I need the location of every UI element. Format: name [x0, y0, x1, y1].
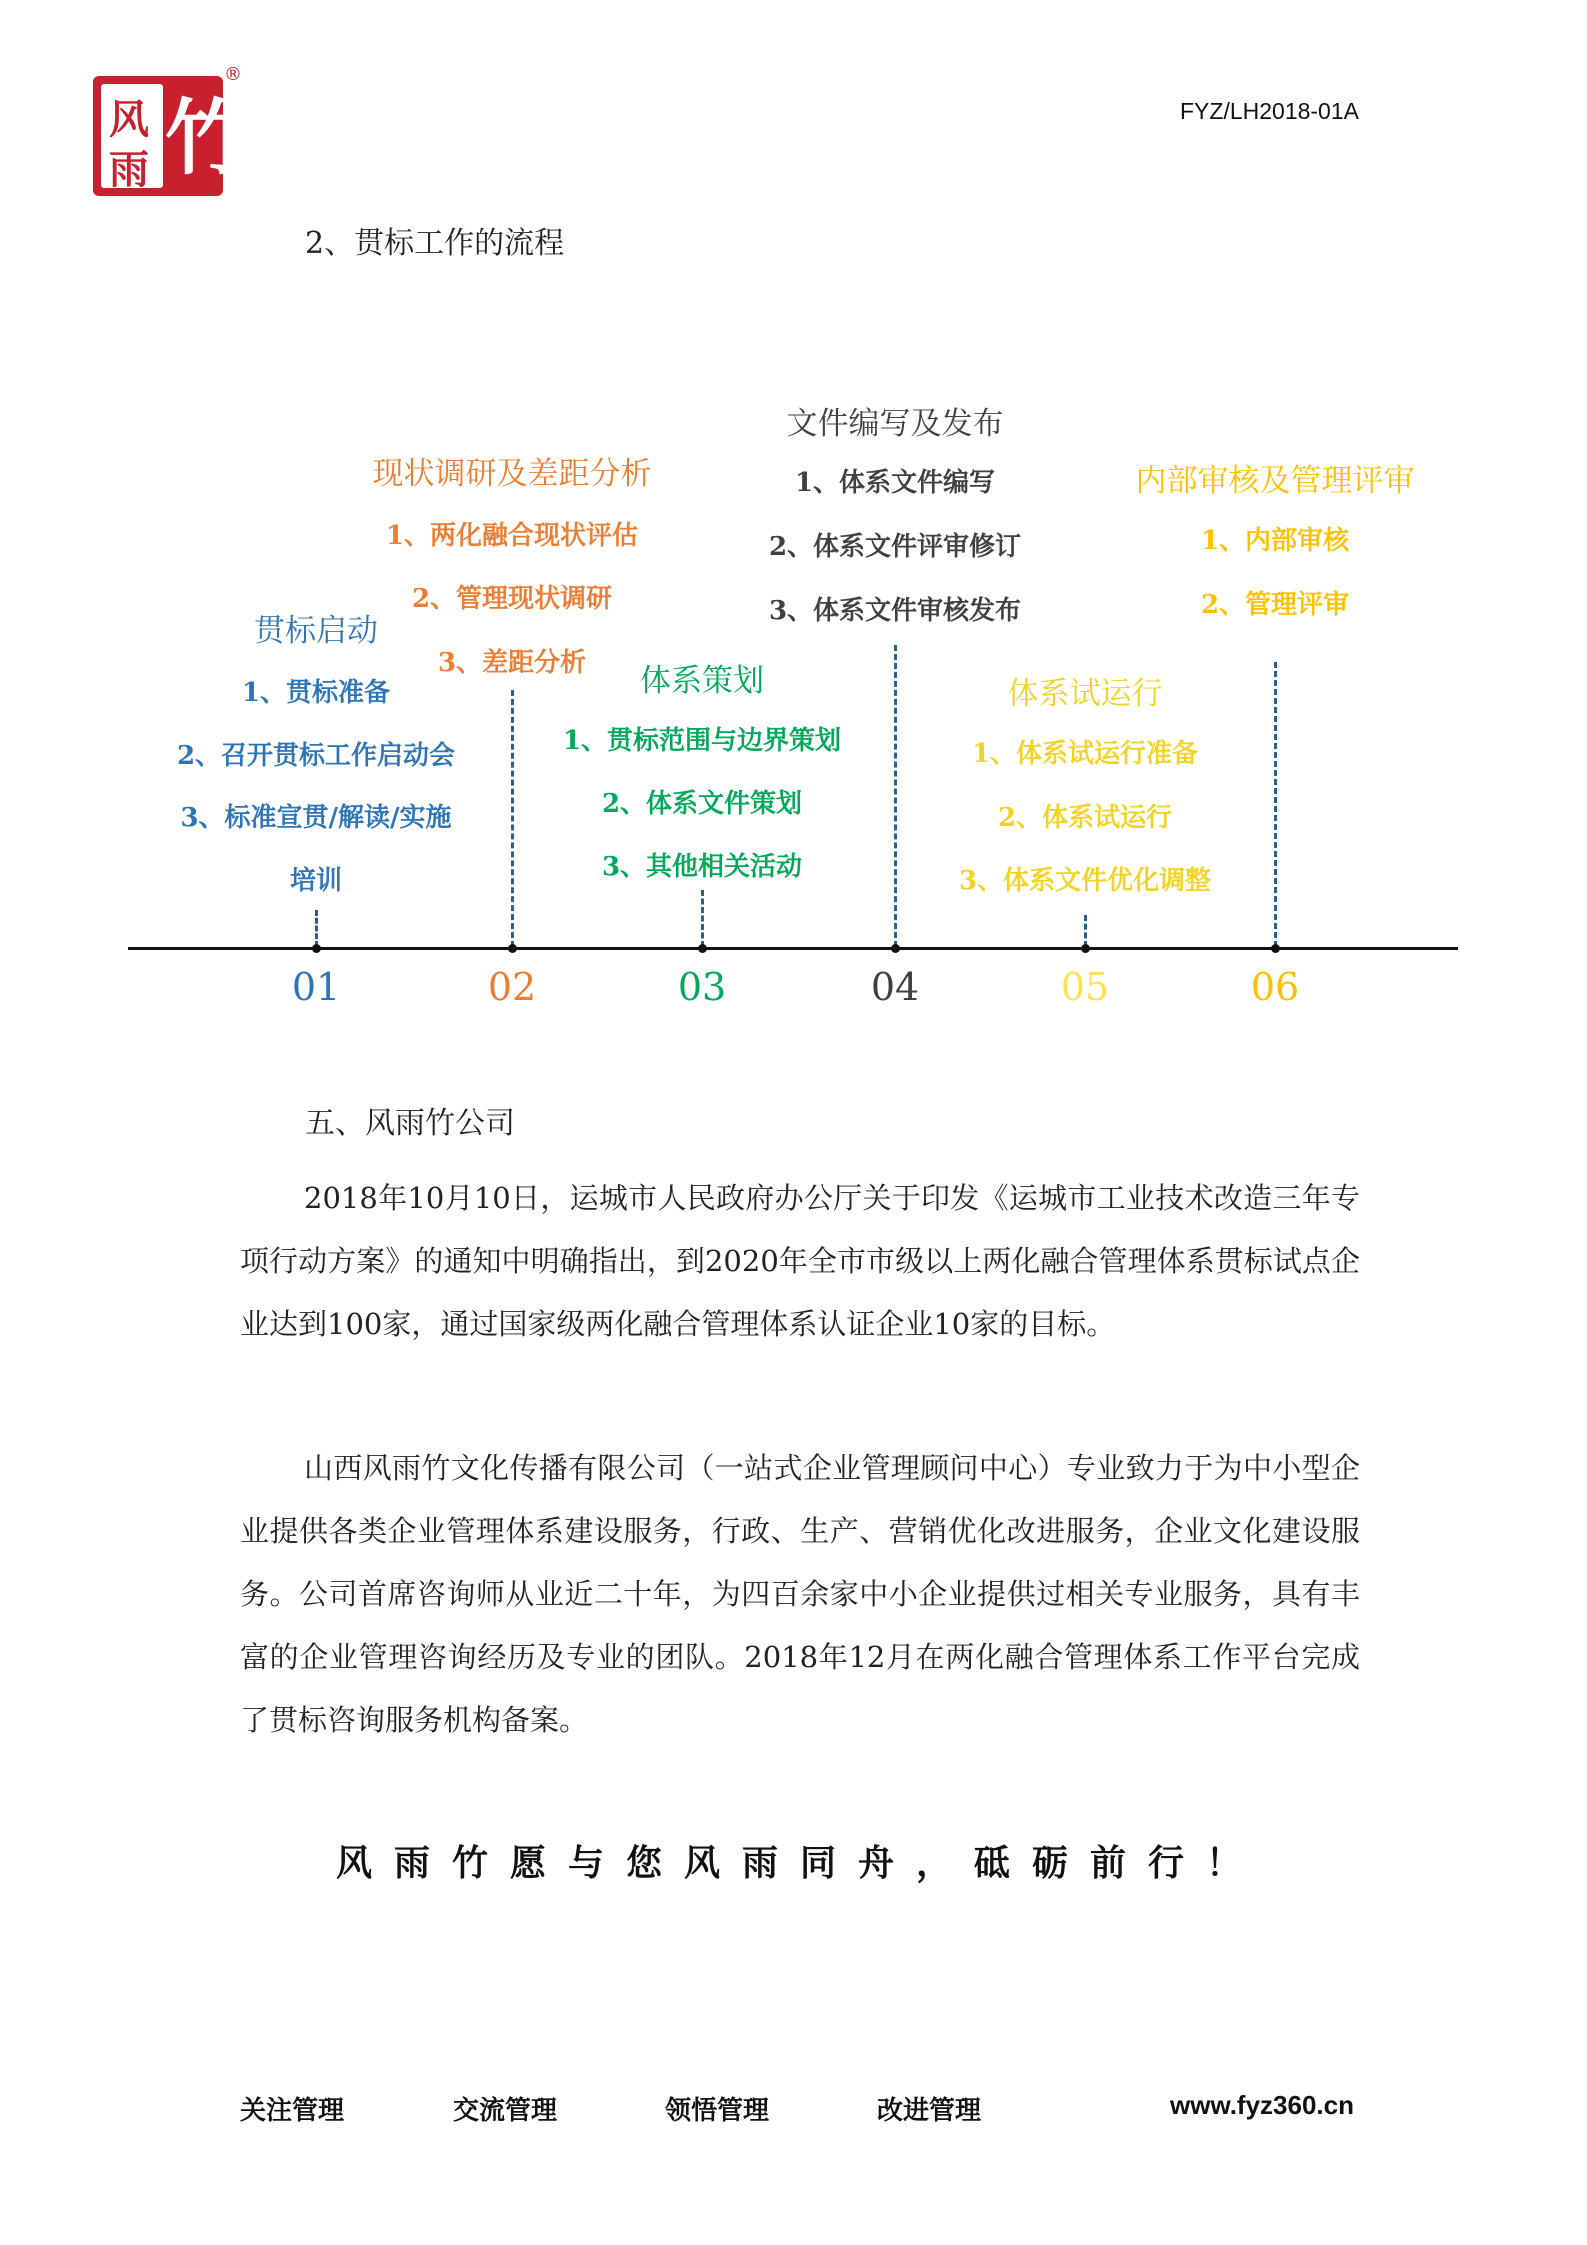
stage-item-survey-gap-1: 1、两化融合现状评估	[385, 521, 639, 551]
stage-item-survey-gap-3: 3、差距分析	[437, 648, 587, 678]
footer-item-improve: 改进管理	[877, 2096, 982, 2126]
flow-section-title: 2、贯标工作的流程	[305, 226, 565, 261]
stage-item-trial-run-3: 3、体系文件优化调整	[958, 866, 1212, 896]
slogan: 风雨竹愿与您风雨同舟，砥砺前行！	[335, 1843, 1264, 1884]
stage-number-4: 04	[870, 965, 920, 1009]
timeline-dot	[508, 944, 517, 953]
timeline-dot	[312, 944, 321, 953]
stage-number-5: 05	[1060, 965, 1110, 1009]
stage-title-initiation: 贯标启动	[254, 613, 378, 649]
stage-title-planning: 体系策划	[640, 663, 764, 699]
stage-connector-initiation	[315, 910, 318, 947]
stage-connector-trial-run	[1084, 915, 1087, 947]
stage-item-planning-1: 1、贯标范围与边界策划	[562, 726, 842, 756]
logo-char-yu: 雨	[109, 146, 149, 193]
stage-item-trial-run-2: 2、体系试运行	[997, 803, 1173, 833]
document-number: FYZ/LH2018-01A	[1180, 98, 1359, 124]
stage-number-1: 01	[291, 965, 341, 1009]
stage-number-6: 06	[1250, 965, 1300, 1009]
stage-item-trial-run-1: 1、体系试运行准备	[971, 739, 1199, 769]
stage-item-planning-2: 2、体系文件策划	[601, 789, 803, 819]
timeline-dot	[698, 944, 707, 953]
stage-title-audit-review: 内部审核及管理评审	[1135, 463, 1415, 499]
timeline-dot	[1271, 944, 1280, 953]
stage-item-initiation-4: 培训	[289, 866, 342, 896]
stage-title-survey-gap: 现状调研及差距分析	[372, 456, 652, 492]
timeline-dot	[891, 944, 900, 953]
company-logo	[93, 76, 248, 196]
stage-item-documentation-1: 1、体系文件编写	[794, 468, 996, 498]
stage-item-documentation-3: 3、体系文件审核发布	[768, 596, 1022, 626]
stage-item-initiation-3: 3、标准宣贯/解读/实施	[180, 803, 452, 833]
stage-connector-planning	[701, 890, 704, 947]
registered-mark: ®	[224, 64, 242, 85]
logo-char-feng: 风	[109, 96, 149, 143]
stage-item-audit-review-1: 1、内部审核	[1200, 526, 1350, 556]
stage-item-planning-3: 3、其他相关活动	[601, 852, 803, 882]
stage-item-initiation-1: 1、贯标准备	[241, 678, 391, 708]
stage-number-3: 03	[677, 965, 727, 1009]
footer-item-comprehend: 领悟管理	[665, 2096, 770, 2126]
footer-item-focus: 关注管理	[240, 2096, 345, 2126]
company-section-title: 五、风雨竹公司	[305, 1106, 515, 1141]
stage-number-2: 02	[487, 965, 537, 1009]
footer-item-exchange: 交流管理	[453, 2096, 558, 2126]
stage-title-documentation: 文件编写及发布	[786, 406, 1004, 442]
stage-item-documentation-2: 2、体系文件评审修订	[768, 532, 1022, 562]
stage-title-trial-run: 体系试运行	[1007, 676, 1163, 712]
stage-item-audit-review-2: 2、管理评审	[1200, 590, 1350, 620]
stage-item-initiation-2: 2、召开贯标工作启动会	[176, 741, 456, 771]
paragraph-policy: 2018年10月10日，运城市人民政府办公厅关于印发《运城市工业技术改造三年专项行动方案》的通知中明确指出，到2020年全市市级以上两化融合管理体系贯标试点企业达到100家，通过国家级两化融合管理体系认证企业10家的目标。	[240, 1181, 1360, 1341]
timeline-axis	[128, 947, 1458, 950]
logo-char-zhu: 竹	[165, 90, 248, 186]
timeline-dot	[1081, 944, 1090, 953]
website-link[interactable]: www.fyz360.cn	[1170, 2090, 1354, 2120]
stage-connector-audit-review	[1274, 662, 1277, 947]
paragraph-company-intro: 山西风雨竹文化传播有限公司（一站式企业管理顾问中心）专业致力于为中小型企业提供各类企业管理体系建设服务，行政、生产、营销优化改进服务，企业文化建设服务。公司首席咨询师从业近二十年，为四百余家中小企业提供过相关专业服务，具有丰富的企业管理咨询经历及专业的团队。2018年12月在两化融合管理体系工作平台完成了贯标咨询服务机构备案。	[240, 1451, 1360, 1737]
stage-item-survey-gap-2: 2、管理现状调研	[411, 584, 613, 614]
